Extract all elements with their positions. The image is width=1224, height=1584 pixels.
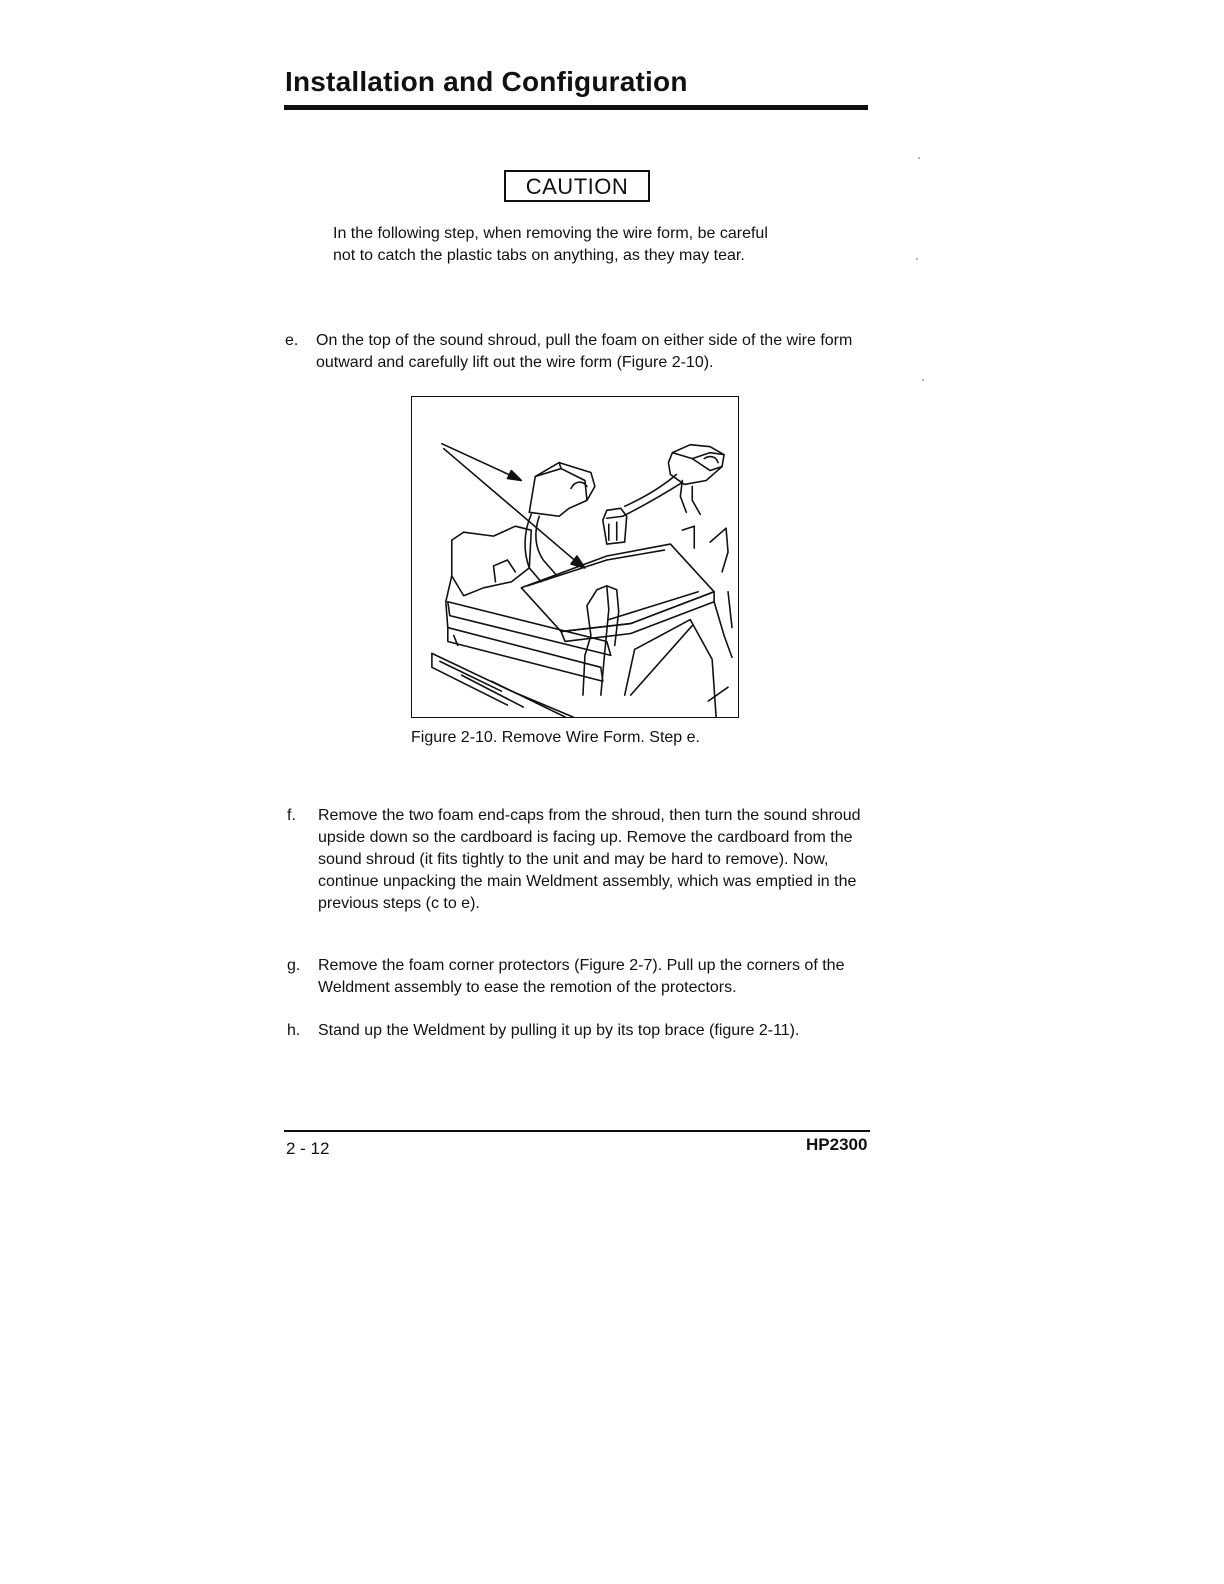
step-text: Stand up the Weldment by pulling it up by its top brace (figure 2-11). — [318, 1022, 800, 1039]
step-text: On the top of the sound shroud, pull the foam on either side of the wire form outward and carefully lift out the wire form (Figure 2-10). — [316, 332, 853, 371]
figure-2-10 — [411, 396, 739, 718]
footer-rule — [284, 1130, 870, 1132]
caution-text: In the following step, when removing the wire form, be careful not to catch the plastic tabs on anything, as they may tear. — [333, 225, 768, 264]
section-title: Installation and Configuration — [285, 66, 688, 97]
title-rule — [284, 105, 868, 110]
foam-end-cap-left — [529, 463, 595, 517]
step-marker: g. — [287, 957, 301, 974]
step-text: Remove the foam corner protectors (Figure 2-7). Pull up the corners of the Weldment assembly to ease the remotion of the protectors. — [318, 957, 845, 996]
base-frame — [432, 602, 728, 717]
step-text: Remove the two foam end-caps from the shroud, then turn the sound shroud upside down so the cardboard is facing up. Remove the cardboard from the sound shroud (it fits tightly to the unit and may be hard to remove). Now, continue unpacking the main Weldment assembly, which was emptied in the previous steps (c to e). — [318, 807, 861, 912]
step-marker: f. — [287, 807, 296, 824]
scan-speck — [922, 379, 924, 381]
caution-label: CAUTION — [504, 170, 650, 202]
scan-speck — [916, 258, 918, 260]
upright-post — [603, 508, 627, 544]
document-id: HP2300 — [806, 1135, 868, 1154]
page-number: 2 - 12 — [286, 1139, 330, 1158]
wire-form-illustration — [412, 397, 738, 717]
step-marker: e. — [285, 332, 299, 349]
figure-caption: Figure 2-10. Remove Wire Form. Step e. — [411, 729, 700, 746]
wire-form-strap — [525, 475, 700, 582]
foam-end-cap-right — [668, 445, 724, 485]
scan-speck — [918, 157, 920, 159]
step-marker: h. — [287, 1022, 301, 1039]
pointer-arrows — [442, 444, 585, 568]
